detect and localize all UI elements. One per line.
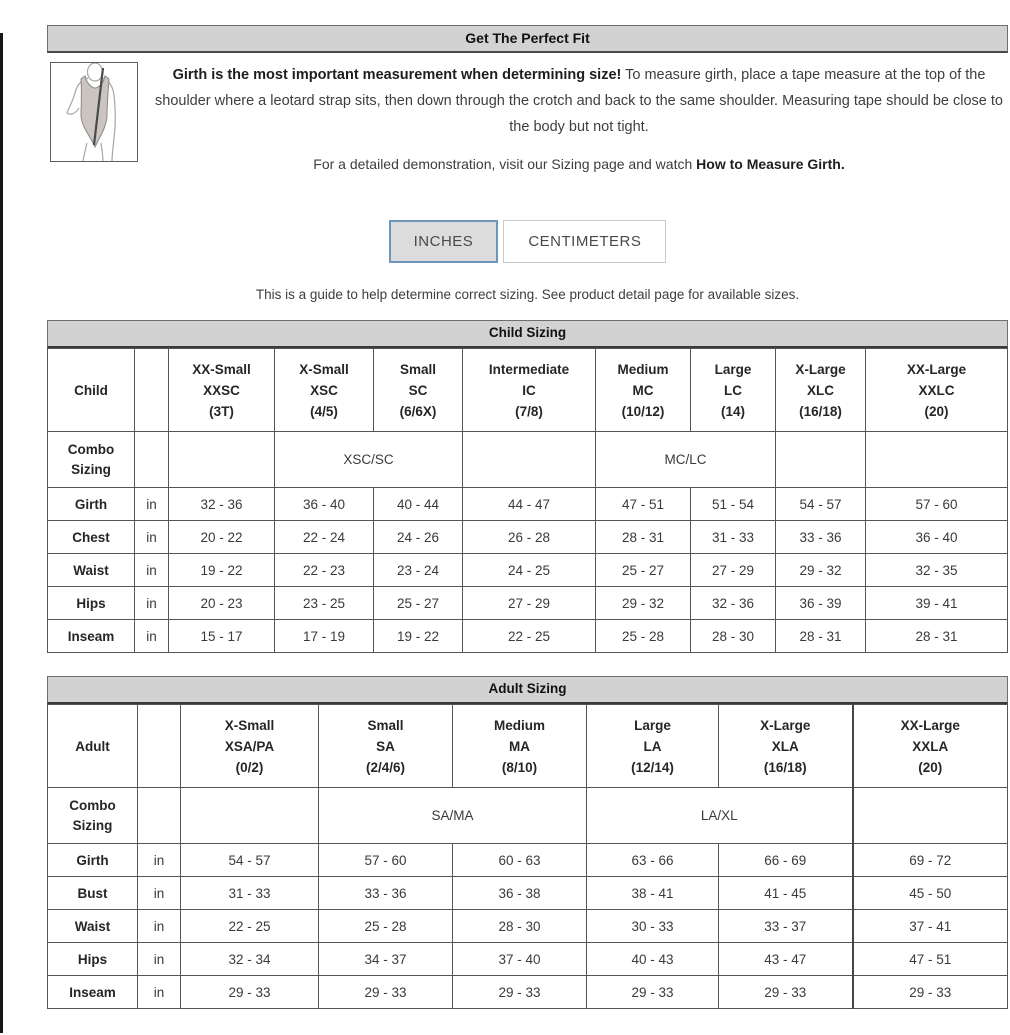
table-title: Child Sizing (47, 320, 1008, 348)
size-column-header (453, 705, 587, 788)
size-column-code: XLA (771, 738, 799, 754)
column-header-row (48, 349, 1008, 432)
unit-cell: in (138, 976, 181, 1009)
size-column-name: XX-Small (192, 361, 251, 377)
measurement-value: 17 - 19 (275, 620, 374, 653)
measurement-value: 28 - 31 (776, 620, 866, 653)
measurement-value: 29 - 33 (319, 976, 453, 1009)
measurement-label: Girth (48, 488, 135, 521)
intro-section (47, 62, 1008, 177)
size-column-range: (8/10) (501, 759, 538, 775)
unit-column-header (138, 705, 181, 788)
unit-cell: in (138, 943, 181, 976)
size-column-header (319, 705, 453, 788)
unit-cell: in (135, 587, 169, 620)
measurement-value: 29 - 33 (181, 976, 319, 1009)
measurement-value: 32 - 36 (691, 587, 776, 620)
child-sizing-table (47, 320, 1008, 653)
measurement-value: 23 - 24 (374, 554, 463, 587)
table-title: Adult Sizing (47, 676, 1008, 704)
measurement-value: 40 - 43 (587, 943, 719, 976)
measurement-value: 33 - 37 (719, 910, 853, 943)
measurement-value: 27 - 29 (691, 554, 776, 587)
measurement-value: 19 - 22 (374, 620, 463, 653)
combo-empty-cell (463, 432, 596, 488)
measurement-value: 45 - 50 (853, 877, 1008, 910)
measurement-value: 29 - 32 (776, 554, 866, 587)
measurement-value: 36 - 40 (866, 521, 1008, 554)
measurement-value: 38 - 41 (587, 877, 719, 910)
size-group-label: Adult (48, 705, 138, 788)
combo-sizing-label: Combo Sizing (48, 432, 135, 488)
girth-instructions-rest: To measure girth, place a tape measure at the top of the shoulder where a leotard strap sits, then down through the crotch and back to the same shoulder. Measuring tape should be close to the body but not tight. (155, 67, 1003, 135)
size-column-range: (12/14) (631, 759, 674, 775)
size-column-code: SC (408, 382, 428, 398)
girth-instructions (150, 62, 1008, 140)
measurement-label: Bust (48, 877, 138, 910)
size-column-code: IC (522, 382, 536, 398)
measurement-value: 54 - 57 (776, 488, 866, 521)
size-column-range: (0/2) (235, 759, 264, 775)
measurement-value: 25 - 27 (374, 587, 463, 620)
measurement-value: 43 - 47 (719, 943, 853, 976)
measurement-row-waist (48, 910, 1008, 943)
measurement-value: 31 - 33 (181, 877, 319, 910)
centimeters-button[interactable]: CENTIMETERS (503, 220, 666, 263)
size-column-name: X-Small (224, 717, 275, 733)
measurement-value: 36 - 39 (776, 587, 866, 620)
screenshot-edge-artifact (0, 33, 3, 1033)
measurement-value: 33 - 36 (319, 877, 453, 910)
measurement-row-inseam (48, 620, 1008, 653)
page-title (47, 25, 1008, 53)
measurement-label: Chest (48, 521, 135, 554)
unit-cell: in (135, 620, 169, 653)
measurement-value: 66 - 69 (719, 844, 853, 877)
size-column-name: X-Large (795, 361, 846, 377)
measurement-value: 22 - 24 (275, 521, 374, 554)
measurement-value: 22 - 23 (275, 554, 374, 587)
size-column-name: Large (634, 717, 671, 733)
measurement-value: 32 - 34 (181, 943, 319, 976)
measurement-value: 47 - 51 (596, 488, 691, 521)
measurement-value: 22 - 25 (463, 620, 596, 653)
measurement-value: 57 - 60 (866, 488, 1008, 521)
measurement-value: 41 - 45 (719, 877, 853, 910)
measurement-value: 29 - 32 (596, 587, 691, 620)
demo-note (150, 151, 1008, 177)
size-column-header (691, 349, 776, 432)
size-column-header (181, 705, 319, 788)
size-column-code: XXLC (918, 382, 955, 398)
size-column-name: Medium (493, 717, 545, 733)
demo-note-text: For a detailed demonstration, visit our Sizing page and watch (313, 156, 697, 172)
measurement-label: Inseam (48, 976, 138, 1009)
measurement-value: 51 - 54 (691, 488, 776, 521)
unit-cell: in (138, 844, 181, 877)
size-column-code: MA (509, 738, 530, 754)
measurement-value: 37 - 41 (853, 910, 1008, 943)
size-column-range: (7/8) (515, 403, 543, 419)
size-group-label: Child (48, 349, 135, 432)
size-column-range: (4/5) (310, 403, 338, 419)
measurement-value: 24 - 26 (374, 521, 463, 554)
unit-cell: in (135, 521, 169, 554)
size-table (47, 348, 1008, 653)
measurement-label: Inseam (48, 620, 135, 653)
size-column-code: SA (376, 738, 395, 754)
measurement-label: Hips (48, 587, 135, 620)
size-column-name: X-Small (299, 361, 349, 377)
size-column-header (866, 349, 1008, 432)
combo-empty-cell (181, 788, 319, 844)
measurement-value: 36 - 40 (275, 488, 374, 521)
measurement-value: 39 - 41 (866, 587, 1008, 620)
size-column-name: Small (399, 361, 437, 377)
size-column-name: Large (714, 361, 752, 377)
size-column-range: (10/12) (621, 403, 665, 419)
girth-instructions-bold: Girth is the most important measurement when determining size! (172, 67, 622, 83)
sizing-guide-content (47, 25, 1008, 1009)
measurement-value: 32 - 36 (169, 488, 275, 521)
measurement-value: 27 - 29 (463, 587, 596, 620)
measurement-value: 47 - 51 (853, 943, 1008, 976)
measurement-row-bust (48, 877, 1008, 910)
demo-note-bold: How to Measure Girth. (696, 156, 845, 172)
column-header-row (48, 705, 1008, 788)
measurement-row-waist (48, 554, 1008, 587)
measurement-value: 29 - 33 (453, 976, 587, 1009)
size-column-range: (20) (924, 403, 949, 419)
size-column-code: LC (724, 382, 742, 398)
measurement-value: 28 - 31 (866, 620, 1008, 653)
size-column-range: (14) (720, 403, 745, 419)
size-column-range: (16/18) (763, 759, 807, 775)
measurement-value: 69 - 72 (853, 844, 1008, 877)
unit-cell (138, 788, 181, 844)
measurement-value: 30 - 33 (587, 910, 719, 943)
measurement-value: 25 - 28 (319, 910, 453, 943)
unit-toggle (47, 220, 1008, 263)
size-column-name: X-Large (760, 717, 811, 733)
measurement-value: 24 - 25 (463, 554, 596, 587)
measurement-value: 44 - 47 (463, 488, 596, 521)
measurement-label: Waist (48, 554, 135, 587)
measurement-label: Waist (48, 910, 138, 943)
size-column-code: XXSC (203, 382, 240, 398)
combo-empty-cell (866, 432, 1008, 488)
measurement-value: 23 - 25 (275, 587, 374, 620)
page-title-text: Get The Perfect Fit (465, 30, 590, 46)
size-column-header (169, 349, 275, 432)
measurement-value: 19 - 22 (169, 554, 275, 587)
measurement-value: 20 - 22 (169, 521, 275, 554)
measurement-value: 28 - 31 (596, 521, 691, 554)
measurement-value: 25 - 27 (596, 554, 691, 587)
size-column-name: Medium (617, 361, 669, 377)
measurement-value: 34 - 37 (319, 943, 453, 976)
size-column-code: MC (632, 382, 654, 398)
size-column-header (596, 349, 691, 432)
measurement-value: 33 - 36 (776, 521, 866, 554)
measurement-value: 28 - 30 (691, 620, 776, 653)
unit-cell: in (135, 554, 169, 587)
measurement-value: 54 - 57 (181, 844, 319, 877)
size-column-code: XXLA (912, 738, 949, 754)
measurement-value: 25 - 28 (596, 620, 691, 653)
size-column-range: (6/6X) (399, 403, 437, 419)
measurement-value: 31 - 33 (691, 521, 776, 554)
measurement-value: 20 - 23 (169, 587, 275, 620)
unit-cell: in (135, 488, 169, 521)
measurement-value: 26 - 28 (463, 521, 596, 554)
inches-button[interactable]: INCHES (389, 220, 499, 263)
measurement-value: 60 - 63 (453, 844, 587, 877)
size-column-name: Small (367, 717, 404, 733)
unit-cell: in (138, 910, 181, 943)
measurement-value: 37 - 40 (453, 943, 587, 976)
unit-cell (135, 432, 169, 488)
combo-empty-cell (853, 788, 1008, 844)
combo-size-group: SA/MA (319, 788, 587, 844)
combo-size-group: LA/XL (587, 788, 853, 844)
measurement-value: 29 - 33 (853, 976, 1008, 1009)
sizing-guide-page (0, 25, 1010, 1035)
unit-column-header (135, 349, 169, 432)
size-column-name: XX-Large (900, 717, 960, 733)
size-column-header (275, 349, 374, 432)
sizing-guide-note: This is a guide to help determine correct sizing. See product detail page for available sizes. (255, 287, 800, 302)
measurement-row-inseam (48, 976, 1008, 1009)
girth-measurement-diagram (50, 62, 138, 162)
size-column-range: (2/4/6) (365, 759, 406, 775)
size-column-name: Intermediate (488, 361, 570, 377)
measurement-value: 40 - 44 (374, 488, 463, 521)
measurement-row-hips (48, 943, 1008, 976)
size-table (47, 704, 1008, 1009)
combo-empty-cell (169, 432, 275, 488)
measurement-label: Hips (48, 943, 138, 976)
combo-sizing-label: Combo Sizing (48, 788, 138, 844)
intro-text-block (138, 62, 1008, 177)
measurement-label: Girth (48, 844, 138, 877)
size-column-header (463, 349, 596, 432)
size-column-code: XSA/PA (224, 738, 275, 754)
measurement-value: 22 - 25 (181, 910, 319, 943)
size-column-range: (3T) (209, 403, 234, 419)
size-column-code: XLC (807, 382, 834, 398)
size-column-name: XX-Large (906, 361, 967, 377)
unit-cell: in (138, 877, 181, 910)
leotard-girth-icon (51, 63, 137, 161)
measurement-value: 29 - 33 (587, 976, 719, 1009)
measurement-value: 15 - 17 (169, 620, 275, 653)
size-column-range: (20) (918, 759, 943, 775)
combo-empty-cell (776, 432, 866, 488)
combo-sizing-row (48, 788, 1008, 844)
size-column-header (587, 705, 719, 788)
adult-sizing-table (47, 676, 1008, 1009)
size-column-range: (16/18) (799, 403, 842, 419)
combo-size-group: MC/LC (596, 432, 776, 488)
measurement-row-girth (48, 844, 1008, 877)
measurement-row-chest (48, 521, 1008, 554)
measurement-row-hips (48, 587, 1008, 620)
measurement-value: 63 - 66 (587, 844, 719, 877)
measurement-value: 28 - 30 (453, 910, 587, 943)
measurement-value: 32 - 35 (866, 554, 1008, 587)
size-column-header (853, 705, 1008, 788)
measurement-row-girth (48, 488, 1008, 521)
combo-size-group: XSC/SC (275, 432, 463, 488)
size-column-header (776, 349, 866, 432)
measurement-value: 29 - 33 (719, 976, 853, 1009)
size-column-header (374, 349, 463, 432)
size-column-header (719, 705, 853, 788)
combo-sizing-row (48, 432, 1008, 488)
measurement-value: 36 - 38 (453, 877, 587, 910)
measurement-value: 57 - 60 (319, 844, 453, 877)
size-column-code: LA (643, 738, 662, 754)
size-column-code: XSC (310, 382, 338, 398)
